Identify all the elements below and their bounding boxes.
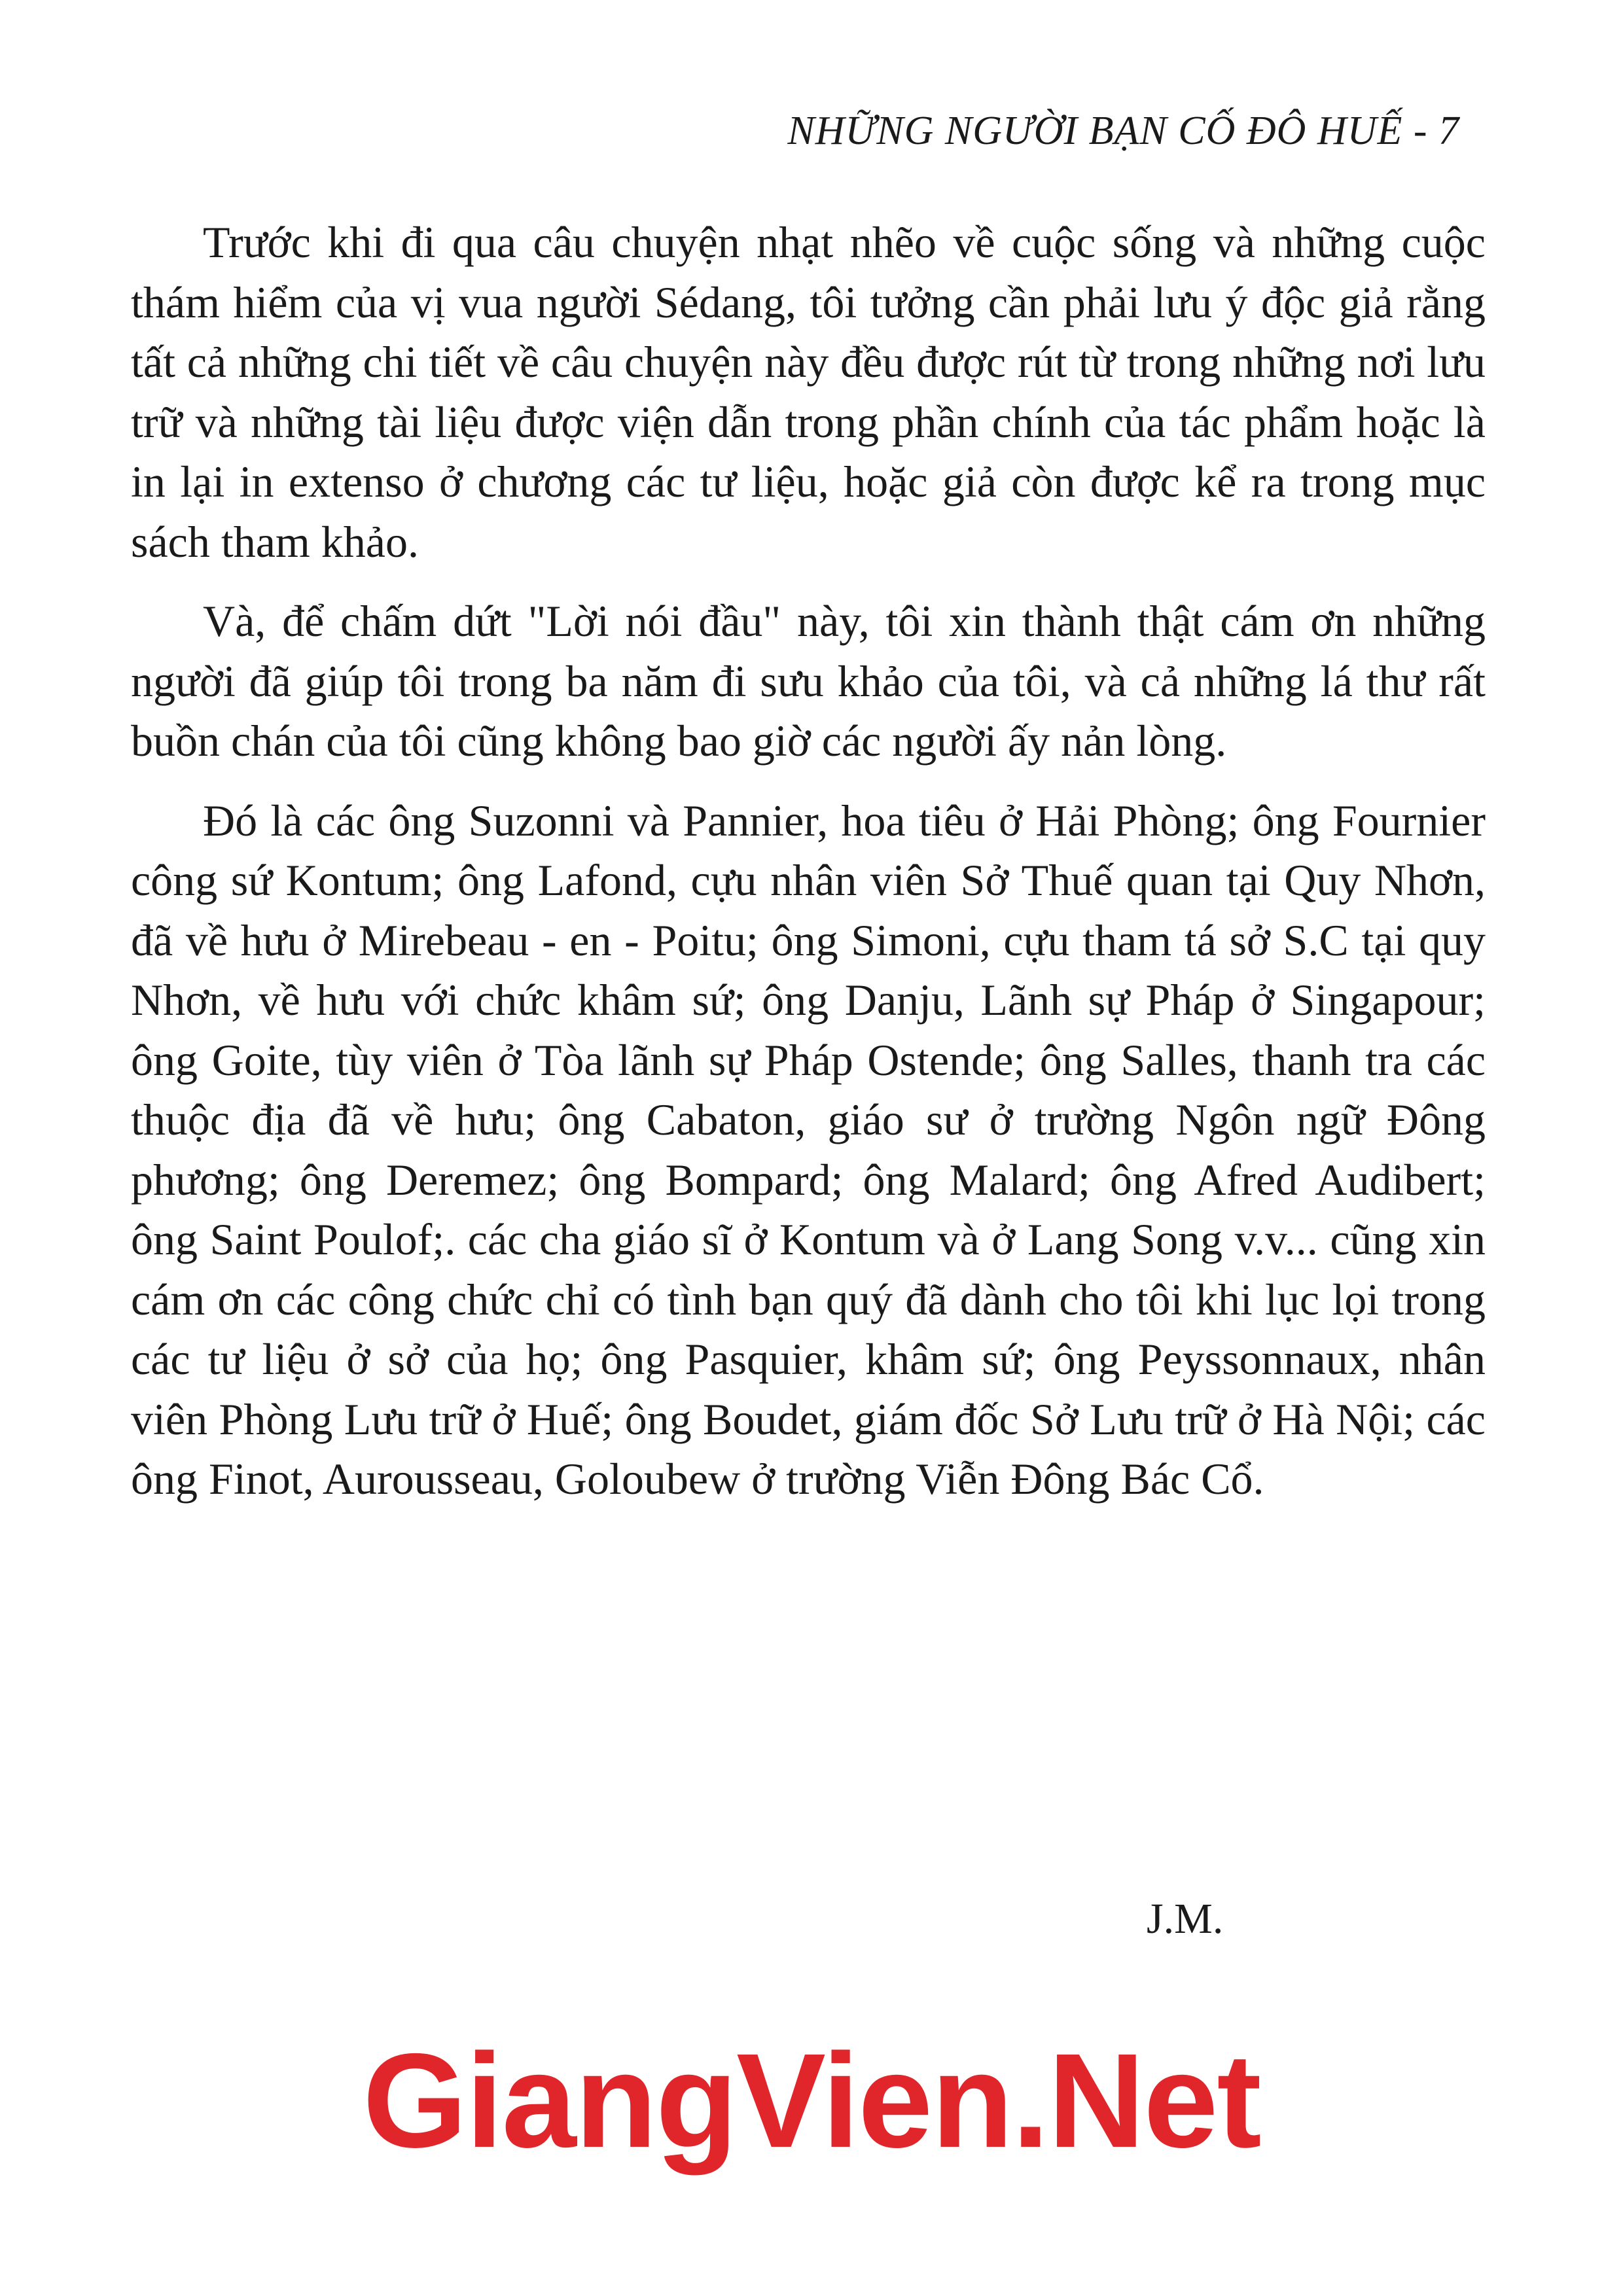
watermark: GiangVien.Net <box>363 2026 1260 2176</box>
paragraph-thanks: Và, để chấm dứt "Lời nói đầu" này, tôi xin thành thật cám ơn những người đã giúp tôi trong ba năm đi sưu khảo của tôi, và cả những lá thư rất buồn chán của tôi cũng không bao giờ các người ấy nản lòng. <box>131 596 1486 766</box>
body-text <box>131 213 1486 1529</box>
paragraph-names: Đó là các ông Suzonni và Pannier, hoa tiêu ở Hải Phòng; ông Fournier công sứ Kontum; ông Lafond, cựu nhân viên Sở Thuế quan tại Quy Nhơn, đã về hưu ở Mirebeau - en - Poitu; ông Simoni, cựu tham tá sở S.C tại quy Nhơn, về hưu với chức khâm sứ; ông Danju, Lãnh sự Pháp ở Singapour; ông Goite, tùy viên ở Tòa lãnh sự Pháp Ostende; ông Salles, thanh tra các thuộc địa đã về hưu; ông Cabaton, giáo sư ở trường Ngôn ngữ Đông phương; ông Deremez; ông Bompard; ông Malard; ông Afred Audibert; ông Saint Poulof;. các cha giáo sĩ ở Kontum và ở Lang Song v.v... cũng xin cám ơn các công chức chỉ có tình bạn quý đã dành cho tôi khi lục lọi trong các tư liệu ở sở của họ; ông Pasquier, khâm sứ; ông Peyssonnaux, nhân viên Phòng Lưu trữ ở Huế; ông Boudet, giám đốc Sở Lưu trữ ở Hà Nội; các ông Finot, Aurousseau, Goloubew ở trường Viễn Đông Bác Cổ. <box>131 795 1486 1504</box>
running-header: NHỮNG NGƯỜI BẠN CỐ ĐÔ HUẾ - 7 <box>787 109 1459 153</box>
paragraph-intro: Trước khi đi qua câu chuyện nhạt nhẽo về cuộc sống và những cuộc thám hiểm của vị vua người Sédang, tôi tưởng cần phải lưu ý độc giả rằng tất cả những chi tiết về câu chuyện này đều được rút từ trong những nơi lưu trữ và những tài liệu được viện dẫn trong phần chính của tác phẩm hoặc là in lại in extenso ở chương các tư liệu, hoặc giả còn được kể ra trong mục sách tham khảo. <box>131 217 1486 567</box>
signature: J.M. <box>1147 1895 1224 1943</box>
